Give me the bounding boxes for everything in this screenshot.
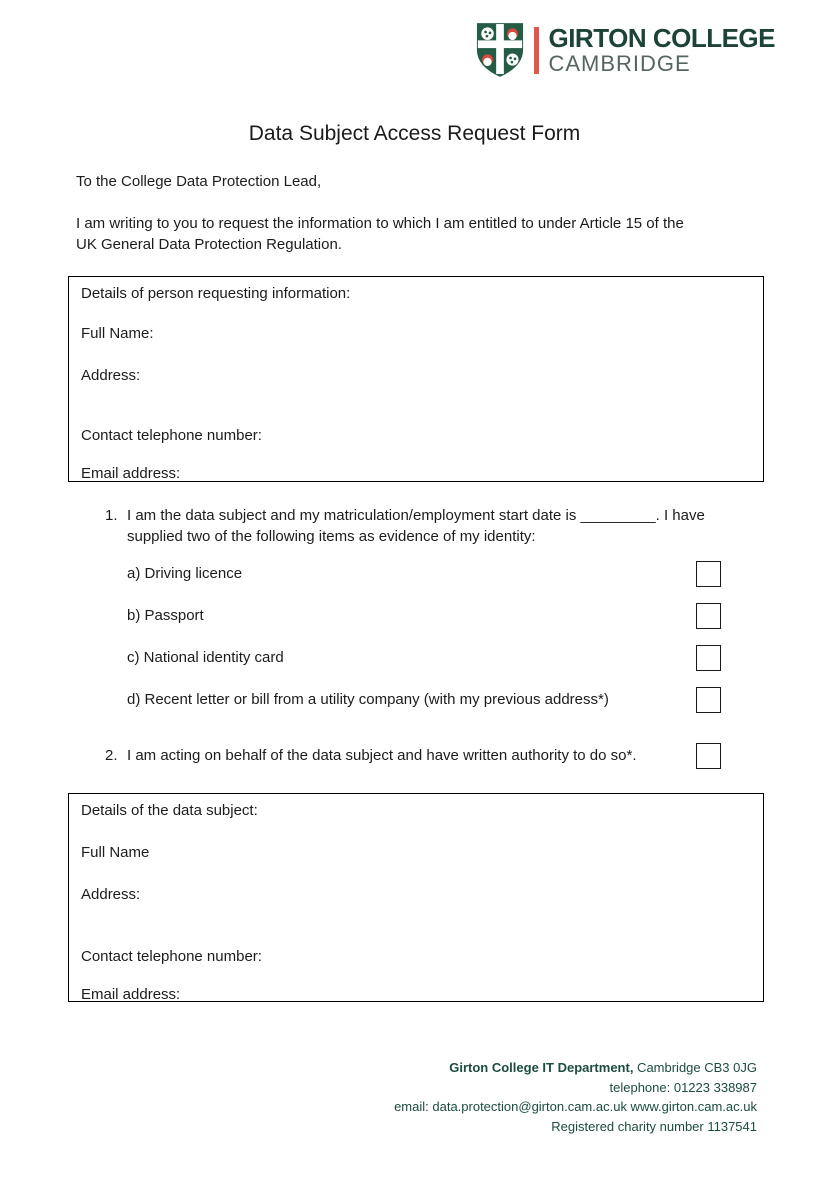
- page-title: Data Subject Access Request Form: [248, 122, 581, 145]
- statement-1-line-2: supplied two of the following items as evidence of my identity:: [127, 528, 536, 545]
- data-subject-details-box: [68, 793, 764, 1002]
- logo-wordmark: [548, 25, 775, 75]
- intro-paragraph: [76, 213, 829, 255]
- utility-letter-checkbox[interactable]: [696, 687, 721, 713]
- statement-1-after-blank: . I have: [655, 507, 705, 524]
- passport-checkbox[interactable]: [696, 603, 721, 629]
- statement-2-text: I am acting on behalf of the data subject and have written authority to do so*.: [127, 747, 637, 764]
- statement-2-number: 2.: [105, 747, 118, 764]
- requester-box-heading: Details of person requesting information:: [81, 285, 351, 302]
- logo-divider: [534, 27, 539, 74]
- footer-department: Girton College IT Department,: [449, 1060, 634, 1075]
- footer-address: Cambridge CB3 0JG: [633, 1060, 757, 1075]
- college-city: CAMBRIDGE: [548, 51, 691, 76]
- evidence-option-utility-letter: [127, 686, 721, 713]
- requester-details-box: [68, 276, 764, 482]
- footer-department-line: [0, 1058, 757, 1078]
- statement-2: [105, 742, 721, 769]
- college-logo: [0, 20, 775, 80]
- subject-address-label: Address:: [81, 886, 141, 903]
- evidence-option-utility-letter-label: d) Recent letter or bill from a utility company (with my previous address*): [127, 691, 609, 708]
- statement-1-line-1: [127, 505, 767, 526]
- footer-email-web: email: data.protection@girton.cam.ac.uk www.girton.cam.ac.uk: [394, 1099, 757, 1114]
- footer-telephone: telephone: 01223 338987: [609, 1079, 757, 1095]
- acting-on-behalf-checkbox[interactable]: [696, 743, 721, 769]
- requester-full-name-label: Full Name:: [81, 325, 154, 342]
- intro-line-2: UK General Data Protection Regulation.: [76, 236, 342, 253]
- girton-shield-icon: [475, 21, 525, 79]
- start-date-blank: _________: [580, 507, 656, 524]
- salutation: To the College Data Protection Lead,: [76, 173, 322, 190]
- national-id-checkbox[interactable]: [696, 645, 721, 671]
- statement-1: [105, 505, 829, 547]
- requester-telephone-label: Contact telephone number:: [81, 427, 262, 444]
- subject-email-label: Email address:: [81, 986, 181, 1003]
- subject-full-name-label: Full Name: [81, 844, 150, 861]
- evidence-option-national-id-label: c) National identity card: [127, 649, 284, 666]
- statement-2-text-wrap: [105, 747, 637, 764]
- subject-box-heading: Details of the data subject:: [81, 802, 258, 819]
- statement-1-number: 1.: [105, 507, 118, 524]
- requester-email-label: Email address:: [81, 465, 181, 482]
- statement-1-text: [127, 505, 767, 547]
- college-name: GIRTON COLLEGE: [548, 23, 775, 53]
- subject-telephone-label: Contact telephone number:: [81, 948, 262, 965]
- evidence-option-driving-licence: [127, 560, 721, 587]
- footer-charity-number: Registered charity number 1137541: [551, 1118, 757, 1134]
- intro-line-1: I am writing to you to request the information to which I am entitled to under Article 15 of the: [76, 215, 684, 232]
- evidence-option-national-id: [127, 644, 721, 671]
- statement-1-before-blank: I am the data subject and my matriculation/employment start date is: [127, 507, 581, 524]
- driving-licence-checkbox[interactable]: [696, 561, 721, 587]
- page-footer: [0, 1058, 757, 1136]
- evidence-option-passport-label: b) Passport: [127, 607, 204, 624]
- evidence-option-passport: [127, 602, 721, 629]
- requester-address-label: Address:: [81, 367, 141, 384]
- evidence-option-driving-licence-label: a) Driving licence: [127, 565, 243, 582]
